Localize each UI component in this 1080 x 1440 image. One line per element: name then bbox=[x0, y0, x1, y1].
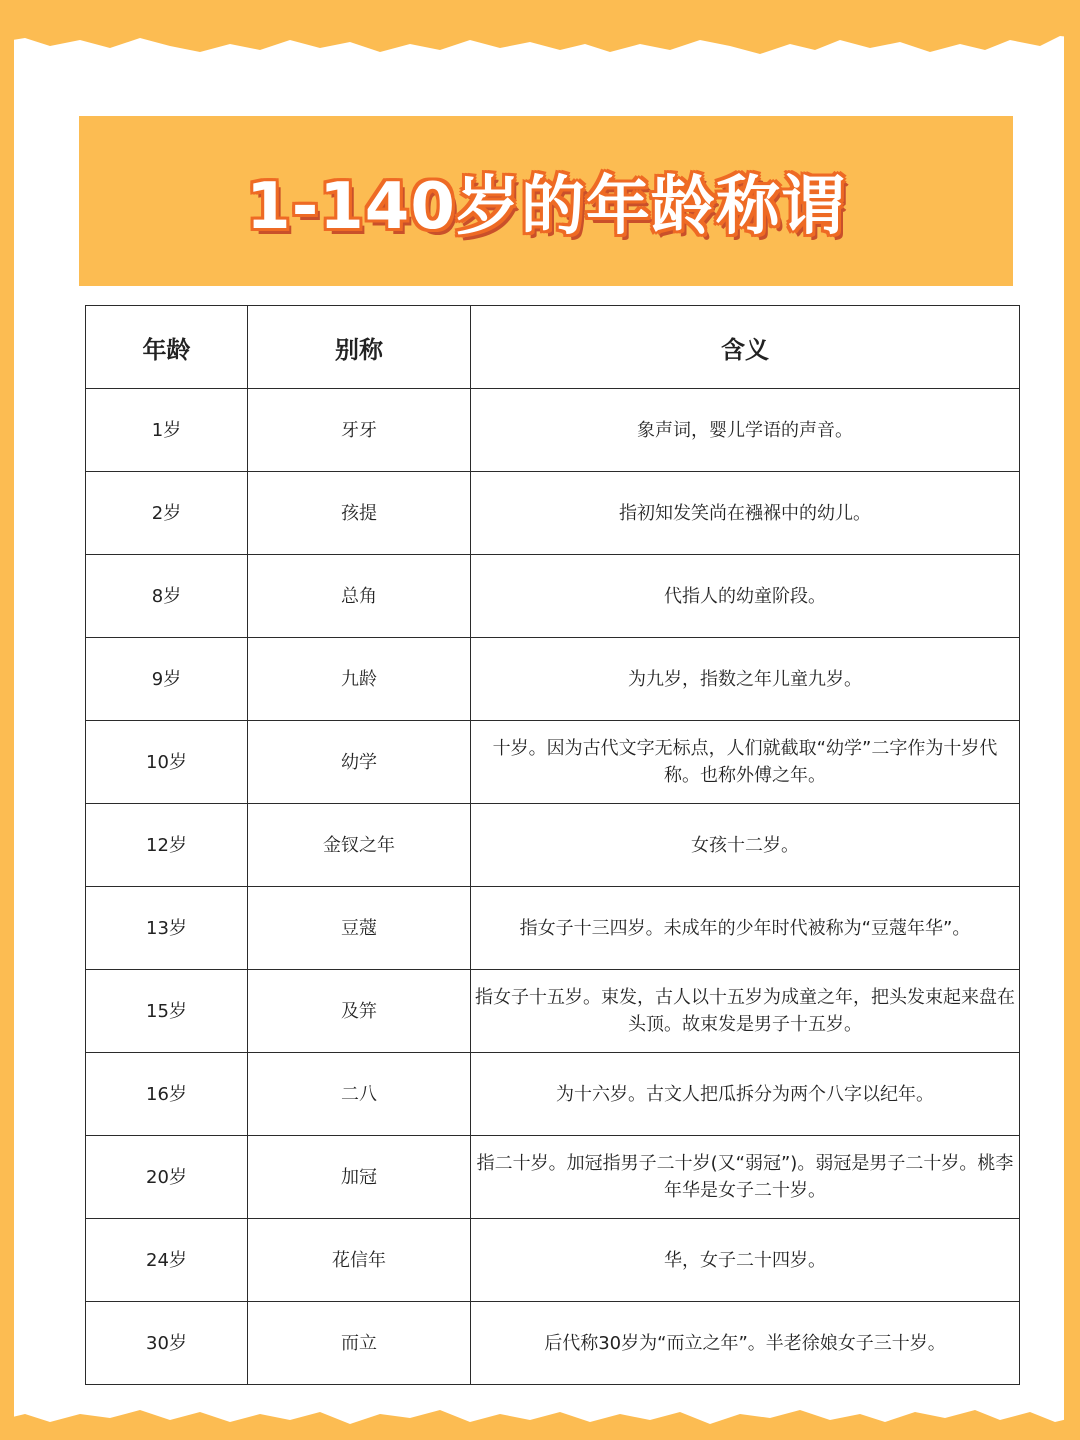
alias-cell: 牙牙 bbox=[248, 389, 471, 472]
table-row bbox=[86, 1053, 1020, 1136]
alias-cell: 加冠 bbox=[248, 1136, 471, 1219]
age-cell: 24岁 bbox=[86, 1219, 248, 1302]
meaning-cell: 指女子十五岁。束发，古人以十五岁为成童之年，把头发束起来盘在头顶。故束发是男子十五岁。 bbox=[471, 970, 1020, 1053]
meaning-cell: 后代称30岁为“而立之年”。半老徐娘女子三十岁。 bbox=[471, 1302, 1020, 1385]
age-cell: 16岁 bbox=[86, 1053, 248, 1136]
table-header-row bbox=[86, 306, 1020, 389]
alias-cell: 孩提 bbox=[248, 472, 471, 555]
table-row bbox=[86, 555, 1020, 638]
header-alias: 别称 bbox=[248, 306, 471, 389]
alias-cell: 金钗之年 bbox=[248, 804, 471, 887]
alias-cell: 而立 bbox=[248, 1302, 471, 1385]
alias-cell: 豆蔻 bbox=[248, 887, 471, 970]
table-row bbox=[86, 638, 1020, 721]
age-cell: 1岁 bbox=[86, 389, 248, 472]
alias-cell: 九龄 bbox=[248, 638, 471, 721]
meaning-cell: 代指人的幼童阶段。 bbox=[471, 555, 1020, 638]
meaning-cell: 十岁。因为古代文字无标点，人们就截取“幼学”二字作为十岁代称。也称外傅之年。 bbox=[471, 721, 1020, 804]
age-cell: 12岁 bbox=[86, 804, 248, 887]
age-cell: 8岁 bbox=[86, 555, 248, 638]
age-cell: 10岁 bbox=[86, 721, 248, 804]
table-row bbox=[86, 804, 1020, 887]
table-row bbox=[86, 1219, 1020, 1302]
torn-paper-bottom-edge bbox=[0, 1400, 1080, 1440]
age-cell: 2岁 bbox=[86, 472, 248, 555]
meaning-cell: 指初知发笑尚在襁褓中的幼儿。 bbox=[471, 472, 1020, 555]
alias-cell: 总角 bbox=[248, 555, 471, 638]
meaning-cell: 为九岁，指数之年儿童九岁。 bbox=[471, 638, 1020, 721]
age-cell: 9岁 bbox=[86, 638, 248, 721]
age-title-table bbox=[85, 305, 1020, 1385]
table-row bbox=[86, 1302, 1020, 1385]
age-cell: 13岁 bbox=[86, 887, 248, 970]
meaning-cell: 华，女子二十四岁。 bbox=[471, 1219, 1020, 1302]
title-banner bbox=[79, 116, 1013, 286]
header-meaning: 含义 bbox=[471, 306, 1020, 389]
page-title: 1-140岁的年龄称谓 bbox=[246, 170, 846, 244]
table-row bbox=[86, 1136, 1020, 1219]
age-cell: 20岁 bbox=[86, 1136, 248, 1219]
table-row bbox=[86, 887, 1020, 970]
alias-cell: 二八 bbox=[248, 1053, 471, 1136]
meaning-cell: 指二十岁。加冠指男子二十岁(又“弱冠”)。弱冠是男子二十岁。桃李年华是女子二十岁。 bbox=[471, 1136, 1020, 1219]
table-row bbox=[86, 472, 1020, 555]
table-row bbox=[86, 970, 1020, 1053]
torn-paper-top-edge bbox=[0, 0, 1080, 60]
alias-cell: 花信年 bbox=[248, 1219, 471, 1302]
meaning-cell: 象声词，婴儿学语的声音。 bbox=[471, 389, 1020, 472]
meaning-cell: 女孩十二岁。 bbox=[471, 804, 1020, 887]
age-cell: 30岁 bbox=[86, 1302, 248, 1385]
meaning-cell: 为十六岁。古文人把瓜拆分为两个八字以纪年。 bbox=[471, 1053, 1020, 1136]
alias-cell: 及笄 bbox=[248, 970, 471, 1053]
alias-cell: 幼学 bbox=[248, 721, 471, 804]
table-row bbox=[86, 389, 1020, 472]
table-row bbox=[86, 721, 1020, 804]
age-cell: 15岁 bbox=[86, 970, 248, 1053]
header-age: 年龄 bbox=[86, 306, 248, 389]
meaning-cell: 指女子十三四岁。未成年的少年时代被称为“豆蔻年华”。 bbox=[471, 887, 1020, 970]
